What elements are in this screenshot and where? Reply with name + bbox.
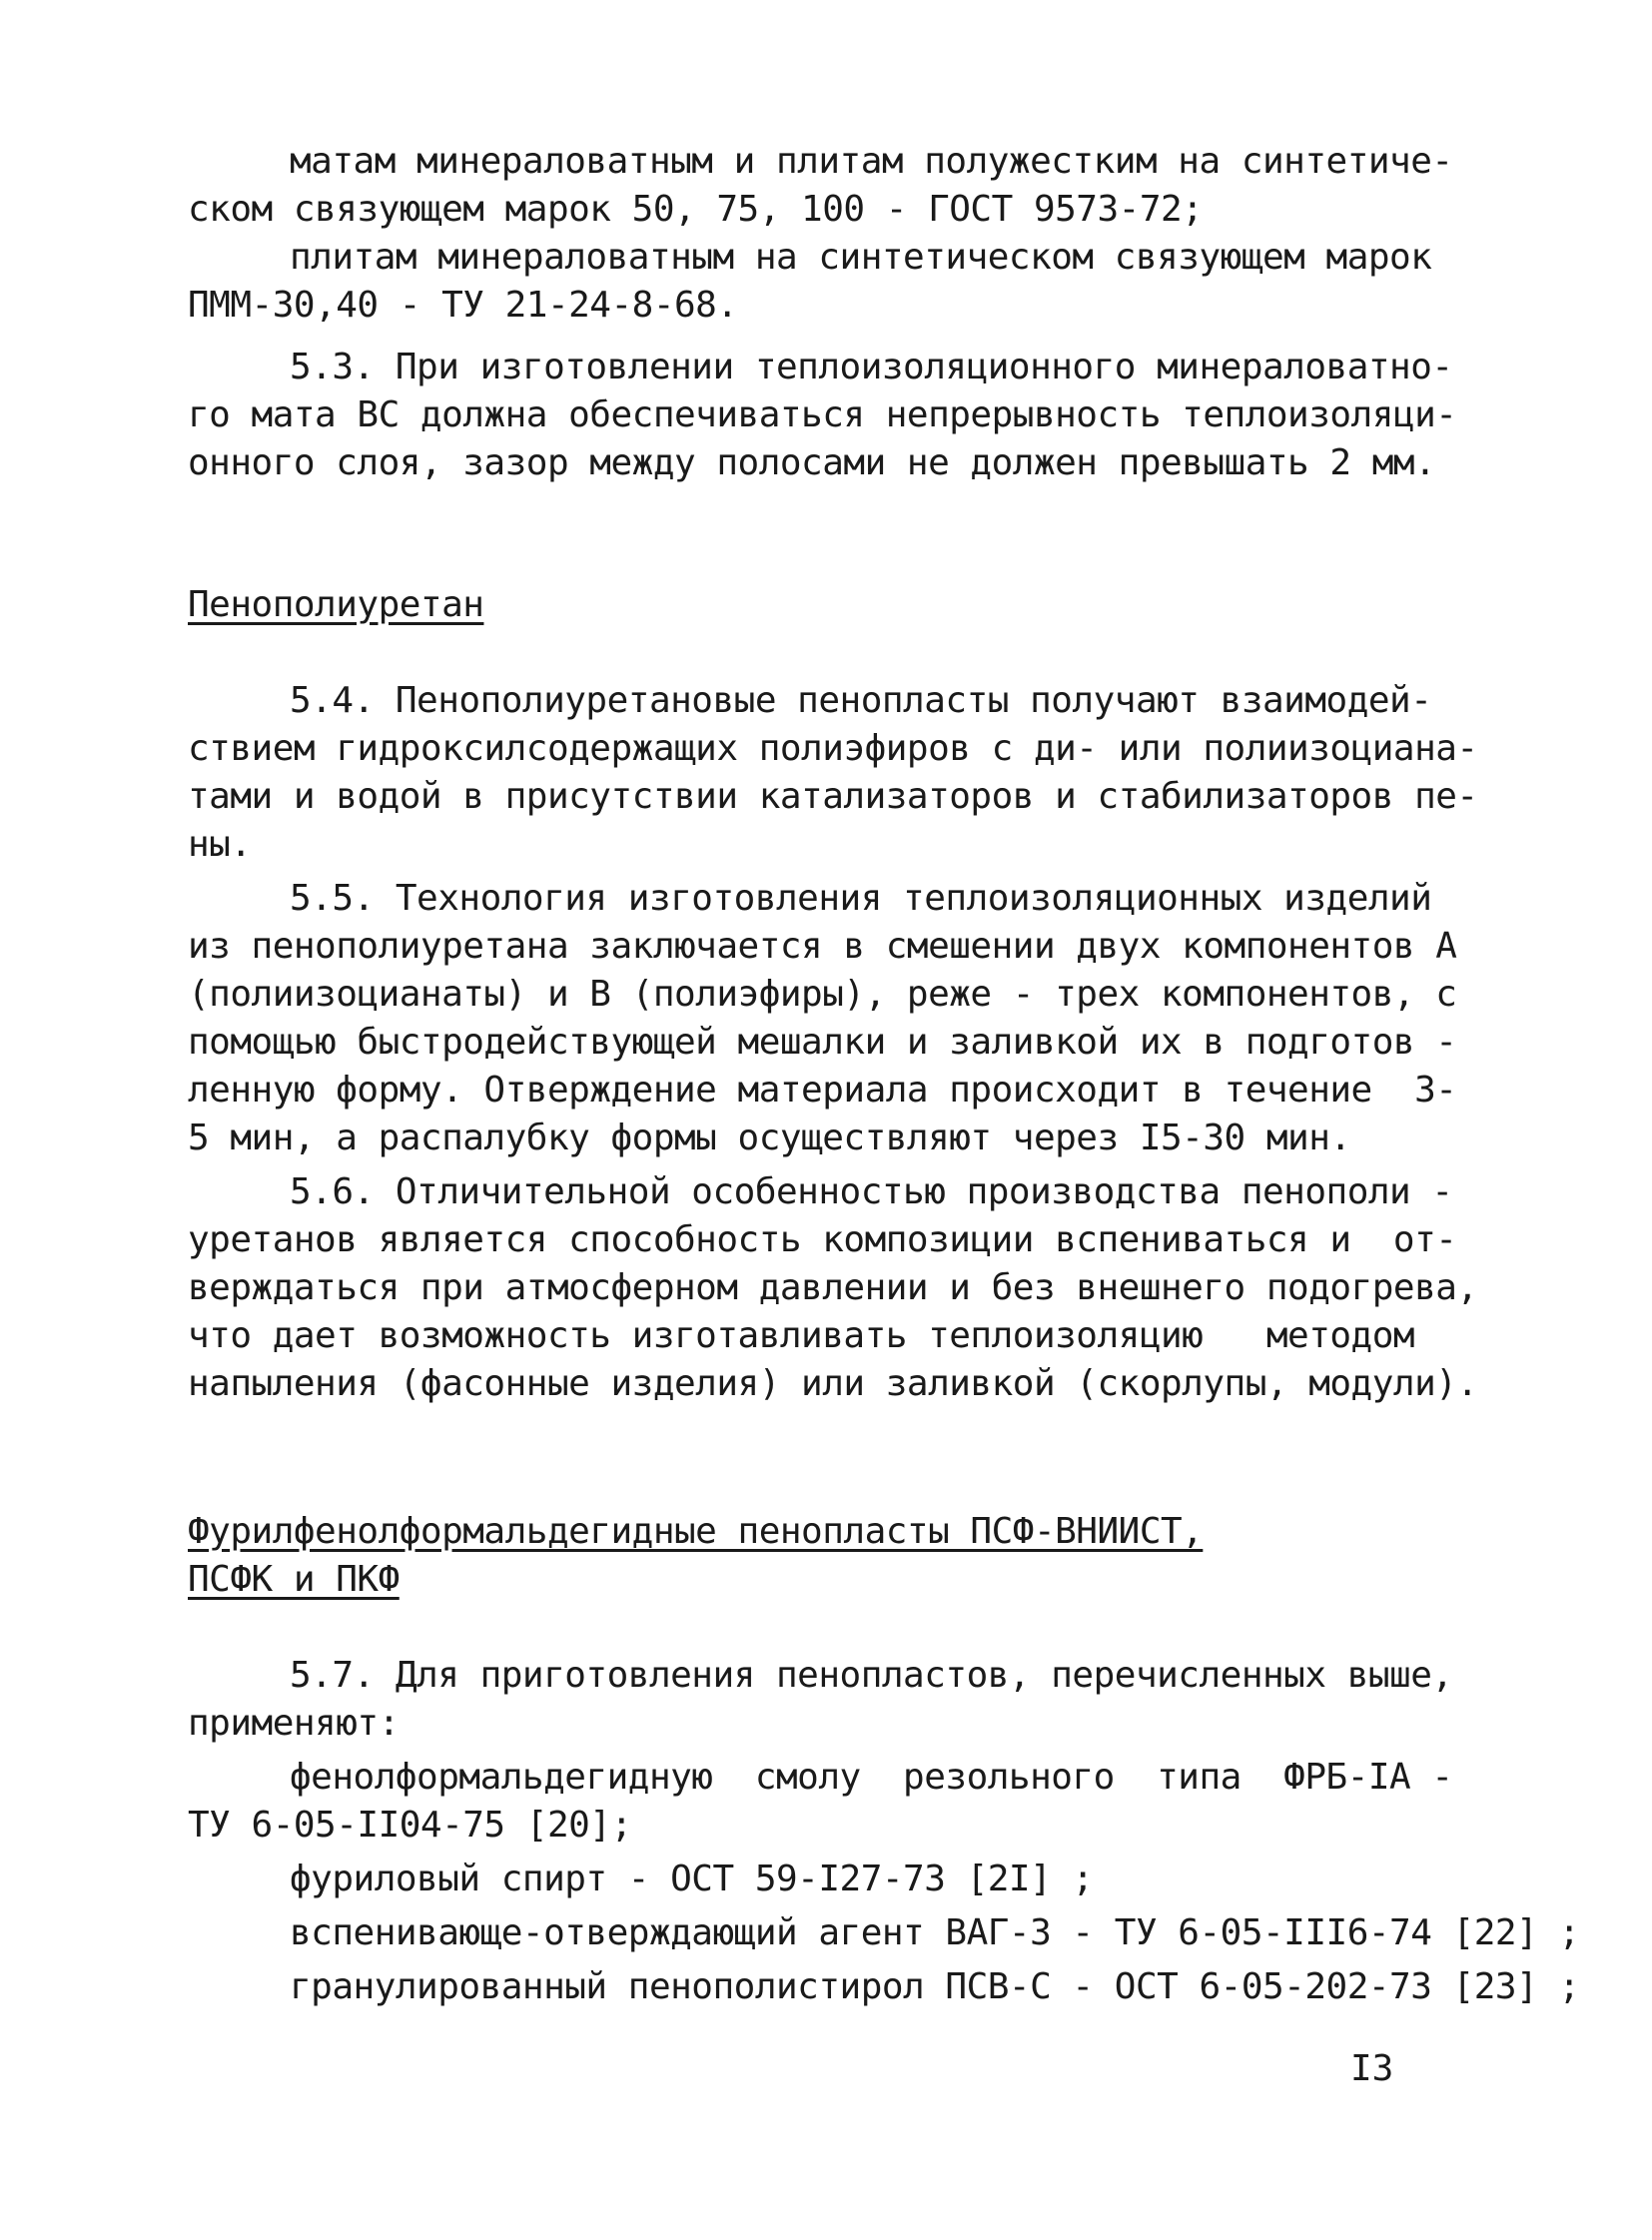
paragraph-5-5-line: 5 мин, а распалубку формы осуществляют через I5-30 мин. — [188, 1118, 1351, 1158]
paragraph-5-6-line: верждаться при атмосферном давлении и без внешнего подогрева, — [188, 1267, 1478, 1308]
paragraph-5-7-line: 5.7. Для приготовления пенопластов, перечисленных выше, — [290, 1655, 1453, 1696]
list-item: фенолформальдегидную смолу резольного типа ФРБ-IA - — [290, 1757, 1453, 1798]
paragraph-5-6-line: 5.6. Отличительной особенностью производства пенополи - — [290, 1171, 1453, 1212]
paragraph-5-3-line: го мата ВС должна обеспечиваться непрерывность теплоизоляци- — [188, 394, 1457, 435]
paragraph-5-4-line: тами и водой в присутствии катализаторов и стабилизаторов пе- — [188, 776, 1478, 817]
paragraph-5-7-line: применяют: — [188, 1703, 400, 1744]
paragraph-5-5-line: 5.5. Технология изготовления теплоизоляционных изделий — [290, 878, 1432, 919]
page-number: I3 — [1350, 2048, 1394, 2089]
paragraph-5-4-line: ны. — [188, 824, 252, 865]
section-heading-psf: ПСФК и ПКФ — [188, 1559, 400, 1600]
list-item: ТУ 6-05-II04-75 [20]; — [188, 1805, 632, 1846]
paragraph-5-6-line: что дает возможность изготавливать теплоизоляцию методом — [188, 1315, 1415, 1356]
paragraph-5-3-line: 5.3. При изготовлении теплоизоляционного минераловатно- — [290, 347, 1453, 387]
text-line: ском связующем марок 50, 75, 100 - ГОСТ 9573-72; — [188, 189, 1204, 230]
paragraph-5-4-line: 5.4. Пенополиуретановые пенопласты получают взаимодей- — [290, 680, 1432, 721]
text-line: матам минераловатным и плитам полужестким на синтетиче- — [290, 141, 1453, 182]
text-line: плитам минераловатным на синтетическом связующем марок — [290, 237, 1432, 278]
list-item: гранулированный пенополистирол ПСВ-С - ОСТ 6-05-202-73 [23] ; — [290, 1966, 1580, 2007]
paragraph-5-5-line: из пенополиуретана заключается в смешении двух компонентов А — [188, 926, 1457, 967]
paragraph-5-6-line: напыления (фасонные изделия) или заливкой (скорлупы, модули). — [188, 1363, 1478, 1404]
section-heading-ppu: Пенополиуретан — [188, 584, 484, 625]
text-line: ПММ-30,40 - ТУ 21-24-8-68. — [188, 285, 738, 326]
list-item: вспенивающе-отверждающий агент ВАГ-3 - ТУ 6-05-III6-74 [22] ; — [290, 1912, 1580, 1953]
paragraph-5-4-line: ствием гидроксилсодержащих полиэфиров с ди- или полиизоциана- — [188, 728, 1478, 769]
paragraph-5-5-line: ленную форму. Отверждение материала происходит в течение 3- — [188, 1070, 1457, 1111]
paragraph-5-5-line: помощью быстродействующей мешалки и заливкой их в подготов - — [188, 1022, 1457, 1063]
paragraph-5-5-line: (полиизоцианаты) и В (полиэфиры), реже - трех компонентов, с — [188, 974, 1457, 1015]
section-heading-psf: Фурилфенолформальдегидные пенопласты ПСФ-ВНИИСТ, — [188, 1511, 1204, 1552]
paragraph-5-6-line: уретанов является способность композиции вспениваться и от- — [188, 1219, 1457, 1260]
list-item: фуриловый спирт - ОСТ 59-I27-73 [2I] ; — [290, 1859, 1094, 1899]
paragraph-5-3-line: онного слоя, зазор между полосами не должен превышать 2 мм. — [188, 442, 1436, 483]
